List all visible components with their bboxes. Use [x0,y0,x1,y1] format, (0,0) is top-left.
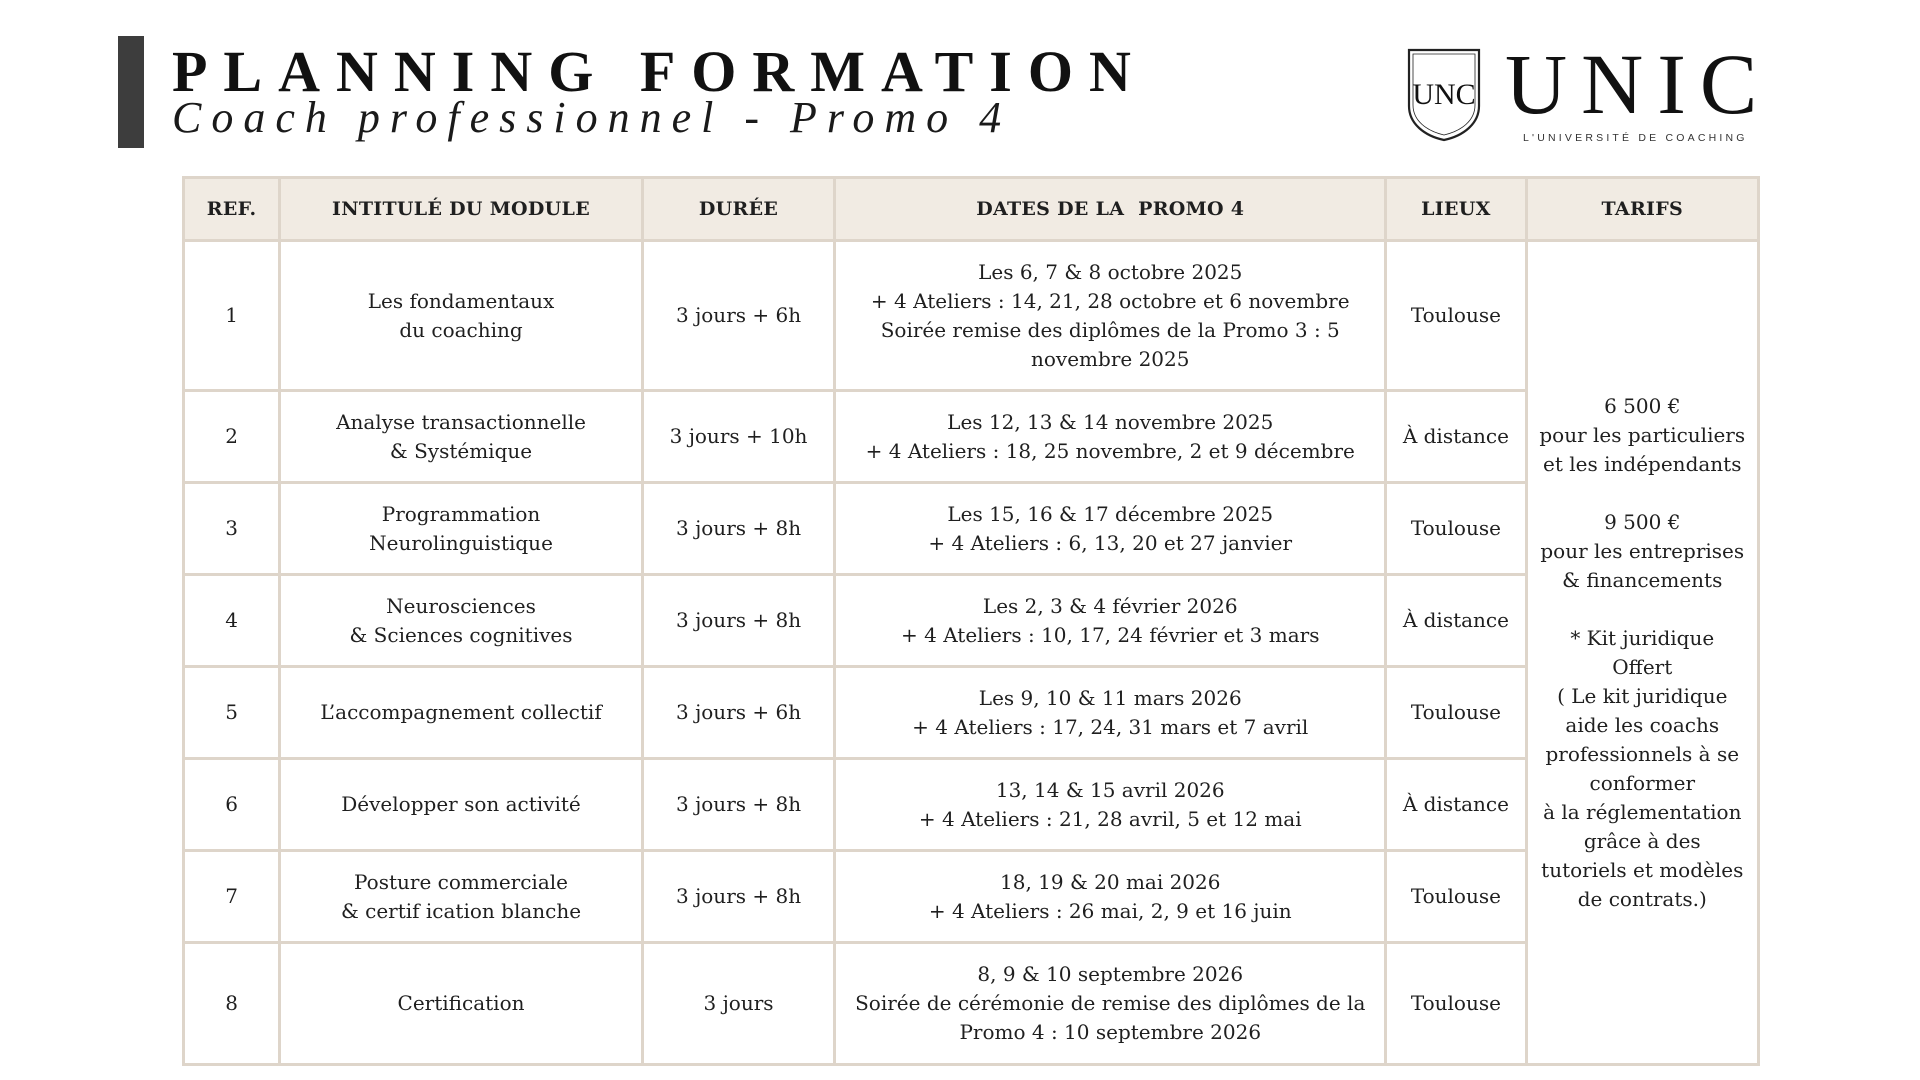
cell-duration: 3 jours + 6h [642,667,834,759]
pricing-line: Offert [1612,654,1673,679]
cell-ref: 6 [184,759,280,851]
cell-location: Toulouse [1386,943,1526,1065]
cell-dates-line: + 4 Ateliers : 10, 17, 24 février et 3 mars [901,622,1320,647]
cell-pricing [1526,241,1758,1065]
pricing-line: * Kit juridique [1570,625,1715,650]
cell-duration: 3 jours + 10h [642,391,834,483]
cell-ref: 7 [184,851,280,943]
pricing-line: professionnels à se [1545,741,1740,766]
header-price: TARIFS [1526,178,1758,241]
pricing-line: pour les entreprises [1540,538,1745,563]
cell-dates-line: Soirée remise des diplômes de la Promo 3 : 5 [880,317,1340,342]
unic-logo [1405,36,1772,149]
cell-duration: 3 jours + 6h [642,241,834,391]
cell-dates-line: Les 15, 16 & 17 décembre 2025 [947,501,1274,526]
cell-module [280,575,643,667]
cell-dates-line: Les 2, 3 & 4 février 2026 [982,593,1238,618]
cell-ref: 4 [184,575,280,667]
cell-module-line: & Systémique [389,438,533,463]
logo-monogram: UNC [1412,78,1476,111]
cell-dates-line: Les 9, 10 & 11 mars 2026 [978,685,1242,710]
pricing-line: & financements [1562,567,1723,592]
pricing-line: ( Le kit juridique [1557,683,1728,708]
cell-dates-line: + 4 Ateliers : 18, 25 novembre, 2 et 9 décembre [865,438,1355,463]
cell-module-line: L’accompagnement collectif [320,700,602,724]
title-accent-bar [118,36,144,148]
page-title: PLANNING FORMATION [172,39,1147,104]
cell-module-line: du coaching [399,317,523,342]
pricing-line: pour les particuliers [1539,422,1746,447]
cell-module [280,391,643,483]
logo-wordmark: UNIC [1505,36,1772,132]
cell-module-line: Certification [397,991,525,1015]
cell-dates [835,575,1386,667]
training-schedule-table [182,176,1760,1066]
table-row [184,851,1759,943]
cell-duration: 3 jours + 8h [642,759,834,851]
table-row [184,759,1759,851]
cell-dates [835,667,1386,759]
cell-module [280,483,643,575]
pricing-line [1538,479,1747,508]
table-row [184,575,1759,667]
page-subtitle: Coach professionnel - Promo 4 [172,93,1012,142]
cell-module-line: Programmation [381,501,541,526]
pricing-line: 6 500 € [1604,393,1681,418]
cell-dates [835,851,1386,943]
header-duration: DURÉE [642,178,834,241]
cell-duration: 3 jours + 8h [642,483,834,575]
cell-duration: 3 jours + 8h [642,851,834,943]
cell-module [280,759,643,851]
cell-location: À distance [1386,759,1526,851]
header-location: LIEUX [1386,178,1526,241]
cell-module-line: Neurosciences [386,593,536,618]
cell-dates-line: Les 12, 13 & 14 novembre 2025 [947,409,1274,434]
cell-location: Toulouse [1386,851,1526,943]
cell-location: À distance [1386,575,1526,667]
cell-module-line: Posture commerciale [354,869,568,894]
shield-monogram-icon [1405,44,1483,142]
cell-location: Toulouse [1386,241,1526,391]
cell-duration: 3 jours + 8h [642,575,834,667]
cell-module [280,667,643,759]
cell-dates-line: + 4 Ateliers : 21, 28 avril, 5 et 12 mai [918,806,1302,831]
header-module: INTITULÉ DU MODULE [280,178,643,241]
cell-dates-line: + 4 Ateliers : 26 mai, 2, 9 et 16 juin [928,898,1292,923]
cell-dates-line: 8, 9 & 10 septembre 2026 [977,962,1244,986]
pricing-line: à la réglementation [1543,799,1742,824]
logo-tagline: L'UNIVERSITÉ DE COACHING [1523,132,1748,144]
table-row [184,943,1759,1065]
table-row [184,391,1759,483]
pricing-line: conformer [1589,770,1696,795]
cell-dates [835,483,1386,575]
cell-dates-line: + 4 Ateliers : 6, 13, 20 et 27 janvier [928,530,1293,555]
cell-dates-line: novembre 2025 [1031,346,1190,371]
cell-module [280,851,643,943]
cell-location: Toulouse [1386,667,1526,759]
cell-dates [835,943,1386,1065]
cell-module-line: Neurolinguistique [369,530,553,555]
table-header-row [184,178,1759,241]
cell-dates-line: + 4 Ateliers : 14, 21, 28 octobre et 6 novembre [870,288,1350,313]
cell-module-line: & Sciences cognitives [349,622,573,647]
pricing-line: grâce à des [1583,828,1701,853]
cell-module [280,943,643,1065]
cell-ref: 3 [184,483,280,575]
cell-ref: 2 [184,391,280,483]
cell-location: À distance [1386,391,1526,483]
header-dates: DATES DE LA PROMO 4 [835,178,1386,241]
cell-dates-line: 18, 19 & 20 mai 2026 [1000,869,1221,894]
pricing-line: et les indépendants [1543,451,1742,476]
cell-dates-line: Promo 4 : 10 septembre 2026 [959,1020,1262,1044]
pricing-line: 9 500 € [1604,509,1681,534]
cell-ref: 8 [184,943,280,1065]
table-row [184,241,1759,391]
cell-module-line: Analyse transactionnelle [336,409,586,434]
pricing-line [1538,595,1747,624]
cell-duration: 3 jours [642,943,834,1065]
cell-dates-line: 13, 14 & 15 avril 2026 [995,777,1225,802]
cell-dates [835,391,1386,483]
cell-ref: 5 [184,667,280,759]
cell-dates-line: Soirée de cérémonie de remise des diplômes de la [855,991,1366,1015]
cell-dates-line: + 4 Ateliers : 17, 24, 31 mars et 7 avril [912,714,1309,739]
header-ref: REF. [184,178,280,241]
cell-dates [835,759,1386,851]
pricing-line: aide les coachs [1565,712,1720,737]
cell-module-line: & certif ication blanche [340,898,582,923]
cell-dates [835,241,1386,391]
cell-location: Toulouse [1386,483,1526,575]
cell-module-line: Les fondamentaux [367,288,555,313]
pricing-line: tutoriels et modèles [1541,857,1744,882]
pricing-line: de contrats.) [1577,886,1707,911]
cell-module [280,241,643,391]
table-row [184,483,1759,575]
table-row [184,667,1759,759]
cell-dates-line: Les 6, 7 & 8 octobre 2025 [978,259,1243,284]
cell-ref: 1 [184,241,280,391]
cell-module-line: Développer son activité [341,792,581,816]
